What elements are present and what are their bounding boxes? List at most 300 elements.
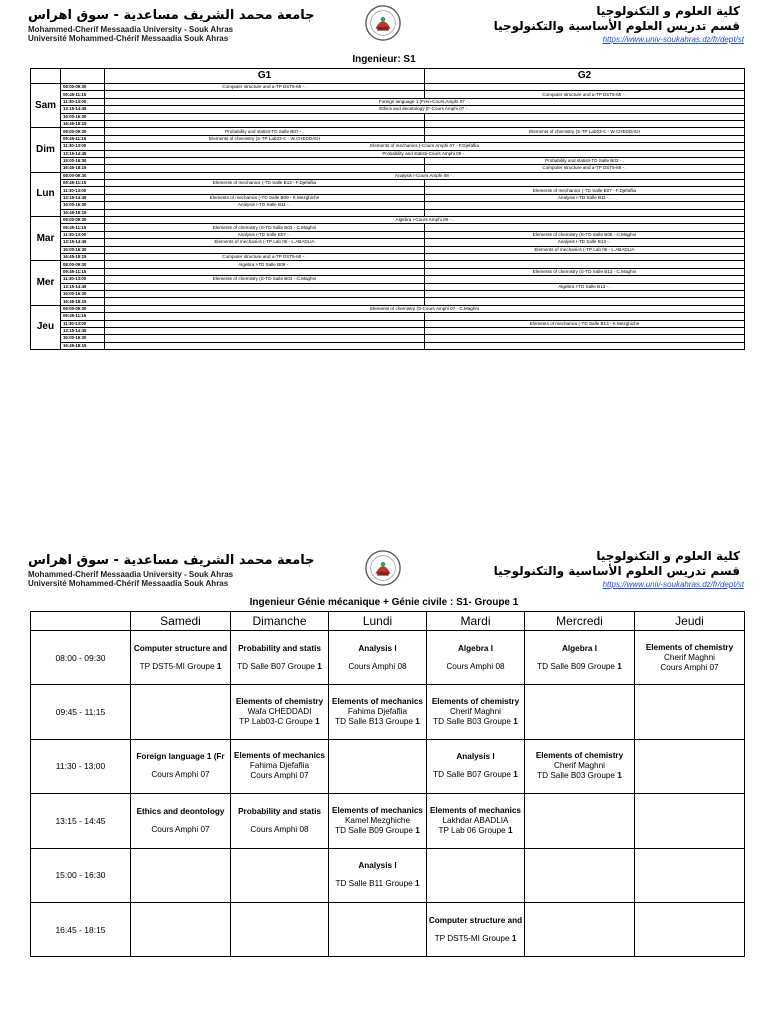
session-cell — [427, 848, 525, 902]
room-label — [232, 825, 327, 835]
session-cell — [635, 631, 745, 685]
slot-row — [31, 224, 745, 231]
slot-time-cell: 08:00-09:30 — [61, 217, 105, 224]
spacer — [330, 654, 425, 662]
slot-time-cell: 16:45-18:15 — [61, 165, 105, 172]
room-label — [636, 663, 743, 673]
slot-row — [31, 202, 745, 209]
session-cell-g2 — [425, 313, 745, 320]
subject-label: Elements of chemistry — [535, 751, 624, 761]
subject-label: Analysis I — [456, 752, 495, 762]
schedule-page-1 — [0, 0, 768, 440]
room-text: TD Salle B03 Groupe — [433, 717, 511, 727]
teacher-label: Fahima Djefaflia — [249, 761, 310, 771]
slot-row — [31, 290, 745, 297]
session-cell-g1: Elements of mechanics (-TP Lab 06 - L.ABADLIA — [105, 239, 425, 246]
session-cell — [635, 685, 745, 739]
session-cell-g2: Elements of mechanics (-TD Salle B07 - F.Djefaflia — [425, 187, 745, 194]
slot-row — [31, 305, 745, 312]
teacher-label: Kamel Mezghiche — [344, 815, 411, 825]
teacher-label: Wafa CHEDDADI — [247, 707, 312, 717]
session-cell — [231, 685, 329, 739]
day-cell: Sam — [31, 84, 61, 128]
spacer — [132, 654, 229, 662]
slot-time-cell: 13:15-14:45 — [61, 239, 105, 246]
session-cell-g1: Elements of chemistry (S-TD Salle B03 - C.Maghni — [105, 224, 425, 231]
room-text: TD Salle B03 Groupe — [537, 771, 615, 781]
room-text: TD Salle B07 Groupe — [433, 770, 511, 780]
table1-header-row — [31, 69, 745, 84]
room-text: Cours Amphi 07 — [250, 771, 309, 781]
group-header-g1: G1 — [105, 69, 425, 84]
slot-row — [31, 98, 745, 105]
slot-time-cell: 15:00-16:30 — [61, 157, 105, 164]
group-number: 1 — [617, 771, 622, 781]
session-cell-g1 — [105, 283, 425, 290]
slot-time-cell: 11:30-13:00 — [61, 320, 105, 327]
room-text: Cours Amphi 08 — [348, 661, 407, 671]
slot-row — [31, 165, 745, 172]
slot-time-cell: 16:45-18:15 — [61, 253, 105, 260]
session-cell-g2: Elements of chemistry (S-TD Salle B06 - C.Maghni — [425, 231, 745, 238]
slot-row — [31, 246, 745, 253]
group-number: 1 — [507, 825, 513, 835]
slot-time-cell: 09:45-11:15 — [61, 91, 105, 98]
session-cell — [525, 902, 635, 956]
session-cell — [329, 685, 427, 739]
slot-row — [31, 172, 745, 179]
session-cell — [131, 685, 231, 739]
session-cell — [329, 902, 427, 956]
slot-row — [31, 327, 745, 334]
subject-label: Algebra I — [457, 643, 494, 653]
room-label — [330, 826, 425, 836]
session-cell — [635, 739, 745, 793]
slot-row — [31, 217, 745, 224]
session-cell — [525, 739, 635, 793]
slot-time-cell: 11:30-13:00 — [61, 98, 105, 105]
session-cell-g2: Elements of chemistry (S-TP Lab03-C - W.CHEDDADI — [425, 128, 745, 135]
slot-time-cell: 09:45-11:15 — [61, 313, 105, 320]
day-cell: Lun — [31, 172, 61, 216]
slot-time-cell: 08:00-09:30 — [61, 84, 105, 91]
slot-time-cell: 16:45-18:15 — [61, 298, 105, 305]
session-cell — [427, 739, 525, 793]
day-cell: Mer — [31, 261, 61, 305]
time-row — [31, 902, 745, 956]
slot-row — [31, 313, 745, 320]
page-header — [0, 545, 768, 593]
session-cell-g2 — [425, 180, 745, 187]
session-cell-both: Probability and statisti-Cours Amphi 08 - . — [105, 150, 745, 157]
session-cell-g1 — [105, 313, 425, 320]
time-cell: 11:30 - 13:00 — [31, 739, 131, 793]
group-number: 1 — [315, 717, 320, 727]
session-cell-both: Analysis I-Cours Amphi 08 - . — [105, 172, 745, 179]
time-row — [31, 794, 745, 848]
table2-header-row — [31, 612, 745, 631]
slot-row — [31, 335, 745, 342]
spacer — [132, 762, 229, 770]
session-cell-g1 — [105, 268, 425, 275]
faculty-name-ar: كلية العلوم و التكنولوجيا — [596, 549, 740, 563]
session-cell — [427, 631, 525, 685]
group-number: 1 — [513, 770, 518, 780]
room-label — [428, 826, 523, 836]
university-logo-icon — [364, 4, 402, 42]
department-name-ar: قسم تدريس العلوم الأساسية والتكنولوجيا — [493, 19, 740, 33]
university-name-fr: Université Mohammed-Chérif Messaadia Souk Ahras — [28, 579, 229, 588]
session-cell-g2 — [425, 135, 745, 142]
room-text: TP Lab 06 Groupe — [438, 825, 506, 835]
time-row — [31, 848, 745, 902]
session-cell — [525, 794, 635, 848]
slot-row — [31, 342, 745, 349]
session-cell-g1 — [105, 298, 425, 305]
slot-time-cell: 15:00-16:30 — [61, 202, 105, 209]
subject-label: Probability and statis — [238, 806, 321, 816]
session-cell — [231, 902, 329, 956]
slot-time-cell: 16:45-18:15 — [61, 342, 105, 349]
room-text: TD Salle B07 Groupe — [237, 661, 315, 671]
university-name-ar: جامعة محمد الشريف مساعدية - سوق اهراس — [28, 553, 315, 568]
session-cell-g1 — [105, 165, 425, 172]
day-cell: Dim — [31, 128, 61, 172]
subject-label: Elements of mechanics — [429, 805, 521, 815]
university-name-en: Mohammed-Cherif Messaadia University - Souk Ahras — [28, 25, 234, 34]
university-name-ar: جامعة محمد الشريف مساعدية - سوق اهراس — [28, 8, 315, 23]
day-header-mercredi: Mercredi — [525, 612, 635, 631]
session-cell-g2 — [425, 261, 745, 268]
session-cell-g1 — [105, 320, 425, 327]
slot-time-cell: 08:00-09:30 — [61, 172, 105, 179]
department-link[interactable]: https://www.univ-soukahras.dz/fr/dept/st — [602, 580, 744, 589]
slot-time-cell: 09:45-11:15 — [61, 268, 105, 275]
slot-time-cell: 15:00-16:30 — [61, 246, 105, 253]
session-cell-g2 — [425, 253, 745, 260]
teacher-label: Fahima Djefaflia — [347, 707, 408, 717]
room-label — [330, 662, 425, 672]
room-text: Cours Amphi 07 — [151, 770, 210, 780]
spacer — [132, 817, 229, 825]
spacer — [428, 762, 523, 770]
subject-label: Algebra I — [561, 643, 598, 653]
session-cell-g2: Elements of chemistry (S-TD Salle B13 - C.Maghni — [425, 268, 745, 275]
session-cell-g2 — [425, 335, 745, 342]
session-cell-g1 — [105, 113, 425, 120]
slot-row — [31, 239, 745, 246]
room-label — [232, 717, 327, 727]
session-cell — [427, 685, 525, 739]
session-cell-g1: Computer structure and a-TP DST5-MI - . — [105, 253, 425, 260]
session-cell-g1: Elements of mechanics (-TD Salle B09 - K.Mezghiche — [105, 194, 425, 201]
slot-time-cell: 09:45-11:15 — [61, 135, 105, 142]
spacer — [428, 926, 523, 934]
session-cell-g1 — [105, 91, 425, 98]
session-cell — [427, 902, 525, 956]
session-cell-g1: Probability and statisti-TD Salle B07 - . — [105, 128, 425, 135]
slot-time-cell: 13:15-14:45 — [61, 327, 105, 334]
slot-time-cell: 09:45-11:15 — [61, 224, 105, 231]
session-cell-both: Elements of chemistry (S-Cours Amphi 07 - C.Maghni — [105, 305, 745, 312]
group-number: 1 — [216, 661, 222, 671]
corner-cell — [31, 69, 61, 84]
session-cell — [231, 739, 329, 793]
table2-title: Ingenieur Génie mécanique + Génie civile : S1- Groupe 1 — [249, 597, 519, 608]
slot-row — [31, 113, 745, 120]
subject-label: Probability and statis — [238, 643, 321, 653]
session-cell-g2: Analysis I-TD Salle B13 - . — [425, 239, 745, 246]
day-header-dimanche: Dimanche — [231, 612, 329, 631]
department-link[interactable]: https://www.univ-soukahras.dz/fr/dept/st — [602, 35, 744, 44]
room-label — [232, 662, 327, 672]
page-header — [0, 0, 768, 48]
slot-row — [31, 120, 745, 127]
slot-row — [31, 180, 745, 187]
session-cell-g2: Computer structure and a-TP DST5-MI - . — [425, 91, 745, 98]
room-text: Cours Amphi 08 — [250, 824, 309, 834]
slot-row — [31, 194, 745, 201]
session-cell-both: Elements of mechanics (-Cours Amphi 07 - F.Djefaflia — [105, 143, 745, 150]
session-cell-g1: Elements of mechanics (-TD Salle B13 - F.Djefaflia — [105, 180, 425, 187]
session-cell-g1 — [105, 327, 425, 334]
session-cell-g1: Analysis I-TD Salle B07 - . — [105, 231, 425, 238]
subject-label: Elements of chemistry — [235, 697, 324, 707]
room-text: TP DST5-MI Groupe — [139, 661, 215, 671]
room-text: TD Salle B09 Groupe — [335, 825, 413, 835]
group-number: 1 — [317, 661, 322, 671]
slot-row — [31, 231, 745, 238]
session-cell-g1 — [105, 120, 425, 127]
slot-time-cell: 08:00-09:30 — [61, 305, 105, 312]
group-number: 1 — [415, 717, 420, 727]
spacer — [526, 654, 633, 662]
slot-time-cell: 13:15-14:45 — [61, 106, 105, 113]
session-cell-g2: Probability and statisti-TD Salle B03 - . — [425, 157, 745, 164]
slot-header-cell — [61, 69, 105, 84]
session-cell-both: Algebra I-Cours Amphi 08 - . — [105, 217, 745, 224]
slot-time-cell: 08:00-09:30 — [61, 128, 105, 135]
slot-row — [31, 91, 745, 98]
day-header-lundi: Lundi — [329, 612, 427, 631]
room-label — [526, 771, 633, 781]
teacher-label: Cherif Maghni — [664, 652, 715, 662]
subject-label: Ethics and deontology — [136, 806, 225, 816]
room-label — [428, 717, 523, 727]
university-name-fr: Université Mohammed-Chérif Messaadia Souk Ahras — [28, 34, 229, 43]
slot-time-cell: 15:00-16:30 — [61, 290, 105, 297]
session-cell — [427, 794, 525, 848]
subject-label: Elements of mechanics — [233, 751, 325, 761]
slot-time-cell: 13:15-14:45 — [61, 283, 105, 290]
session-cell-g2: Computer structure and a-TP DST5-MI - . — [425, 165, 745, 172]
day-header-samedi: Samedi — [131, 612, 231, 631]
slot-row — [31, 187, 745, 194]
group-header-g2: G2 — [425, 69, 745, 84]
subject-label: Computer structure and — [428, 915, 523, 925]
day-header-mardi: Mardi — [427, 612, 525, 631]
room-text: TP DST5-MI Groupe — [434, 933, 510, 943]
session-cell-both: Foreign language 1 (Fren-Cours Amphi 07 - . — [105, 98, 745, 105]
group-number: 1 — [617, 661, 622, 671]
session-cell-g2 — [425, 290, 745, 297]
room-text: TD Salle B13 Groupe — [335, 717, 413, 727]
subject-label: Foreign language 1 (Fr — [136, 752, 225, 762]
slot-row — [31, 84, 745, 91]
room-label — [132, 770, 229, 780]
group-number: 1 — [414, 879, 420, 889]
day-cell: Mar — [31, 217, 61, 261]
time-cell: 09:45 - 11:15 — [31, 685, 131, 739]
slot-time-cell: 11:30-13:00 — [61, 187, 105, 194]
university-name-en: Mohammed-Cherif Messaadia University - Souk Ahras — [28, 570, 234, 579]
room-label — [132, 662, 229, 672]
slot-row — [31, 320, 745, 327]
session-cell — [525, 685, 635, 739]
slot-row — [31, 253, 745, 260]
slot-row — [31, 135, 745, 142]
session-cell-g2 — [425, 342, 745, 349]
slot-time-cell: 13:15-14:45 — [61, 150, 105, 157]
slot-time-cell: 11:30-13:00 — [61, 276, 105, 283]
session-cell-g2: Elements of mechanics (-TP Lab 06 - L.ABADLIA — [425, 246, 745, 253]
session-cell-g1: Elements of chemistry (S-TD Salle B03 - C.Maghni — [105, 276, 425, 283]
spacer — [428, 654, 523, 662]
session-cell-g2 — [425, 209, 745, 216]
slot-time-cell: 15:00-16:30 — [61, 113, 105, 120]
session-cell-g2 — [425, 224, 745, 231]
session-cell-g2 — [425, 298, 745, 305]
session-cell — [329, 739, 427, 793]
university-logo-icon — [364, 549, 402, 587]
session-cell — [131, 739, 231, 793]
slot-row — [31, 157, 745, 164]
department-name-ar: قسم تدريس العلوم الأساسية والتكنولوجيا — [493, 564, 740, 578]
session-cell-g1 — [105, 157, 425, 164]
slot-row — [31, 298, 745, 305]
table1-title: Ingenieur: S1 — [352, 54, 416, 65]
corner-cell — [31, 612, 131, 631]
room-label — [526, 662, 633, 672]
faculty-name-ar: كلية العلوم و التكنولوجيا — [596, 4, 740, 18]
room-text: TD Salle B09 Groupe — [537, 661, 615, 671]
session-cell-g1 — [105, 246, 425, 253]
session-cell — [231, 631, 329, 685]
room-text: Cours Amphi 08 — [446, 661, 505, 671]
session-cell-g1: Analysis I-TD Salle B11 - . — [105, 202, 425, 209]
room-label — [428, 770, 523, 780]
group-number: 1 — [511, 933, 517, 943]
time-row — [31, 631, 745, 685]
spacer — [232, 654, 327, 662]
slot-time-cell: 13:15-14:45 — [61, 194, 105, 201]
room-label — [132, 825, 229, 835]
session-cell — [525, 631, 635, 685]
time-cell: 15:00 - 16:30 — [31, 848, 131, 902]
weekly-schedule-table — [30, 611, 745, 957]
time-cell: 16:45 - 18:15 — [31, 902, 131, 956]
spacer — [330, 871, 425, 879]
time-row — [31, 685, 745, 739]
slot-time-cell: 16:45-18:15 — [61, 120, 105, 127]
slot-time-cell: 16:45-18:15 — [61, 209, 105, 216]
session-cell-g1 — [105, 342, 425, 349]
slot-time-cell: 08:00-09:30 — [61, 261, 105, 268]
slot-time-cell: 11:30-13:00 — [61, 231, 105, 238]
session-cell — [329, 631, 427, 685]
session-cell — [231, 794, 329, 848]
day-cell: Jeu — [31, 305, 61, 349]
session-cell-g2 — [425, 113, 745, 120]
room-text: TD Salle B11 Groupe — [335, 879, 413, 889]
room-text: TP Lab03-C Groupe — [239, 717, 313, 727]
session-cell — [131, 848, 231, 902]
subject-label: Elements of chemistry — [431, 697, 520, 707]
time-row — [31, 739, 745, 793]
subject-label: Analysis I — [358, 861, 397, 871]
group-number: 1 — [415, 825, 420, 835]
session-cell-g1 — [105, 335, 425, 342]
time-cell: 13:15 - 14:45 — [31, 794, 131, 848]
session-cell-g1: Elements of chemistry (S-TP Lab03-C - W.CHEDDADI — [105, 135, 425, 142]
room-label — [428, 662, 523, 672]
room-label — [330, 879, 425, 889]
session-cell — [525, 848, 635, 902]
slot-time-cell: 11:30-13:00 — [61, 143, 105, 150]
teacher-label: Cherif Maghni — [450, 707, 501, 717]
session-cell-g1: Algebra I-TD Salle B09 - . — [105, 261, 425, 268]
group-schedule-table — [30, 68, 745, 350]
subject-label: Analysis I — [358, 643, 397, 653]
slot-row — [31, 283, 745, 290]
group-number: 1 — [513, 717, 518, 727]
session-cell-g2 — [425, 327, 745, 334]
spacer — [232, 817, 327, 825]
session-cell — [635, 848, 745, 902]
session-cell-g2 — [425, 84, 745, 91]
subject-label: Elements of mechanics — [331, 805, 423, 815]
session-cell — [131, 902, 231, 956]
session-cell — [635, 902, 745, 956]
session-cell-g2: Analysis I-TD Salle B11 - . — [425, 194, 745, 201]
slot-row — [31, 268, 745, 275]
session-cell — [329, 848, 427, 902]
session-cell — [635, 794, 745, 848]
slot-time-cell: 15:00-16:30 — [61, 335, 105, 342]
session-cell — [329, 794, 427, 848]
session-cell-g2 — [425, 120, 745, 127]
room-text: Cours Amphi 07 — [151, 824, 210, 834]
day-header-jeudi: Jeudi — [635, 612, 745, 631]
teacher-label: Cherif Maghni — [554, 761, 605, 771]
room-label — [232, 771, 327, 781]
slot-row — [31, 261, 745, 268]
session-cell-g1 — [105, 290, 425, 297]
slot-row — [31, 143, 745, 150]
session-cell-both: Ethics and deontology (F-Cours Amphi 07 - . — [105, 106, 745, 113]
session-cell-g2: Algebra I-TD Salle B13 - . — [425, 283, 745, 290]
slot-row — [31, 209, 745, 216]
session-cell-g1 — [105, 187, 425, 194]
session-cell-g2: Elements of mechanics (-TD Salle B13 - K.Mezghiche — [425, 320, 745, 327]
room-label — [428, 934, 523, 944]
teacher-label: Lakhdar ABADLIA — [442, 815, 509, 825]
slot-time-cell: 09:45-11:15 — [61, 180, 105, 187]
subject-label: Computer structure and — [133, 643, 228, 653]
slot-row — [31, 276, 745, 283]
session-cell-g1: Computer structure and a-TP DST5-MI - . — [105, 84, 425, 91]
slot-row — [31, 106, 745, 113]
